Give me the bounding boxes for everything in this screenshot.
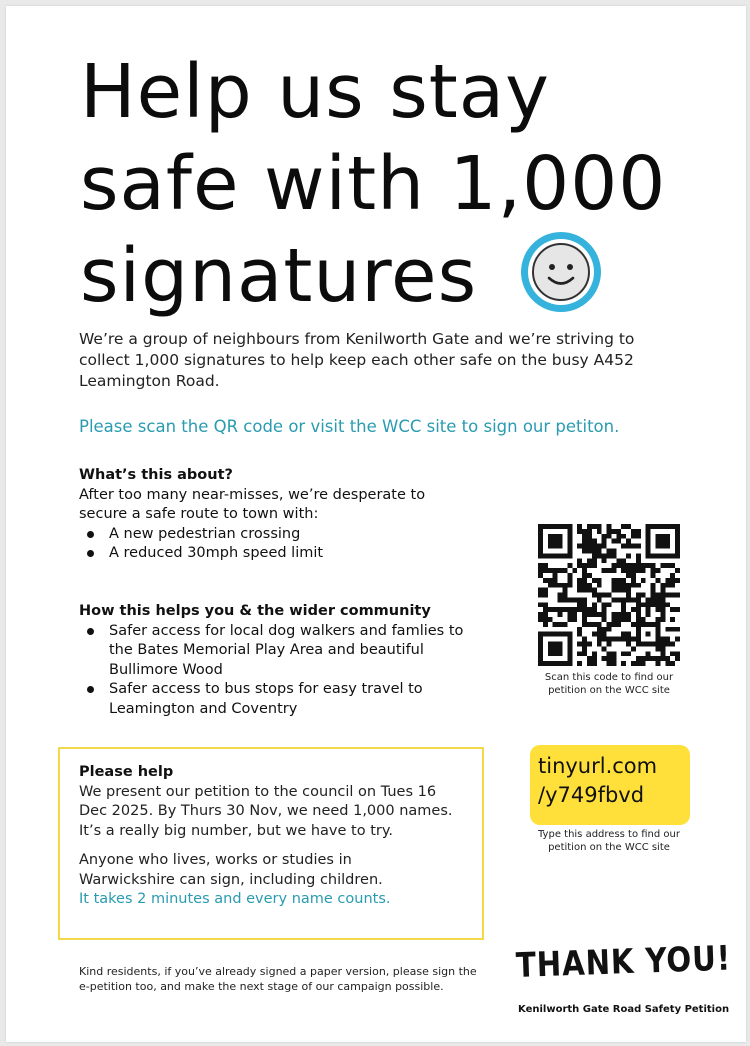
benefit-1-line-1: Safer access for local dog walkers and famlies to [109, 622, 464, 639]
intro-paragraph [79, 329, 679, 392]
benefit-1-line-2: the Bates Memorial Play Area and beautiful [109, 642, 424, 658]
help-p2-line-3: It takes 2 minutes and every name counts. [79, 891, 391, 907]
benefit-1-line-3: Bullimore Wood [109, 661, 223, 678]
help-p2-line-2: Warwickshire can sign, including children. [79, 871, 383, 888]
petition-name: Kenilworth Gate Road Safety Petition [518, 1004, 730, 1015]
benefits-list-item [79, 680, 509, 719]
footer-note-line-2: e-petition too, and make the next stage of our campaign possible. [79, 980, 444, 993]
benefits-heading: How this helps you & the wider community [79, 603, 431, 619]
footer-note [79, 964, 499, 994]
help-p1-line-1: We present our petition to the council on Tues 16 [79, 783, 437, 800]
about-list-item: A reduced 30mph speed limit [79, 544, 499, 564]
about-section [79, 466, 499, 564]
headline-line-1: Help us stay [80, 49, 550, 135]
petition-url-line-2: /y749fbvd [538, 783, 645, 807]
url-caption-line-2: petition on the WCC site [548, 842, 670, 853]
qr-code-icon[interactable] [538, 524, 680, 666]
thank-you-heading: THANK YOU! [515, 938, 732, 986]
help-p1-line-2: Dec 2025. By Thurs 30 Nov, we need 1,000 names. [79, 803, 453, 819]
url-caption-line-1: Type this address to find our [538, 829, 680, 840]
petition-poster [6, 6, 746, 1042]
benefit-2-line-2: Leamington and Coventry [109, 700, 298, 717]
call-to-action: Please scan the QR code or visit the WCC site to sign our petiton. [79, 417, 620, 436]
please-help-paragraph-2 [79, 851, 479, 910]
intro-line-2: collect 1,000 signatures to help keep each other safe on the busy A452 [79, 351, 634, 369]
about-list [79, 525, 499, 564]
please-help-content [79, 763, 479, 920]
please-help-heading: Please help [79, 764, 174, 780]
help-p1-line-3: It’s a really big number, but we have to try. [79, 822, 393, 839]
about-heading: What’s this about? [79, 467, 233, 483]
headline-line-3: signatures [80, 233, 478, 319]
about-list-item: A new pedestrian crossing [79, 525, 499, 545]
petition-url-line-1: tinyurl.com [538, 754, 658, 778]
url-caption [512, 828, 706, 854]
benefits-list-item [79, 622, 509, 681]
help-p2-line-1: Anyone who lives, works or studies in [79, 852, 352, 868]
qr-caption [512, 671, 706, 697]
benefits-section [79, 602, 509, 719]
benefit-2-line-1: Safer access to bus stops for easy travel to [109, 681, 423, 697]
headline-line-2: safe with 1,000 [80, 141, 667, 227]
footer-note-line-1: Kind residents, if you’ve already signed a paper version, please sign the [79, 965, 477, 978]
about-text-line-1: After too many near-misses, we’re desperate to [79, 486, 426, 503]
qr-caption-line-1: Scan this code to find our [544, 672, 674, 683]
qr-caption-line-2: petition on the WCC site [548, 685, 670, 696]
smiley-face-icon [518, 229, 604, 315]
about-text-line-2: secure a safe route to town with: [79, 506, 319, 522]
benefits-list [79, 622, 509, 720]
intro-line-1: We’re a group of neighbours from Kenilworth Gate and we’re striving to [79, 330, 635, 348]
petition-url-link[interactable] [538, 752, 688, 810]
please-help-paragraph-1 [79, 783, 479, 842]
intro-line-3: Leamington Road. [79, 372, 220, 390]
